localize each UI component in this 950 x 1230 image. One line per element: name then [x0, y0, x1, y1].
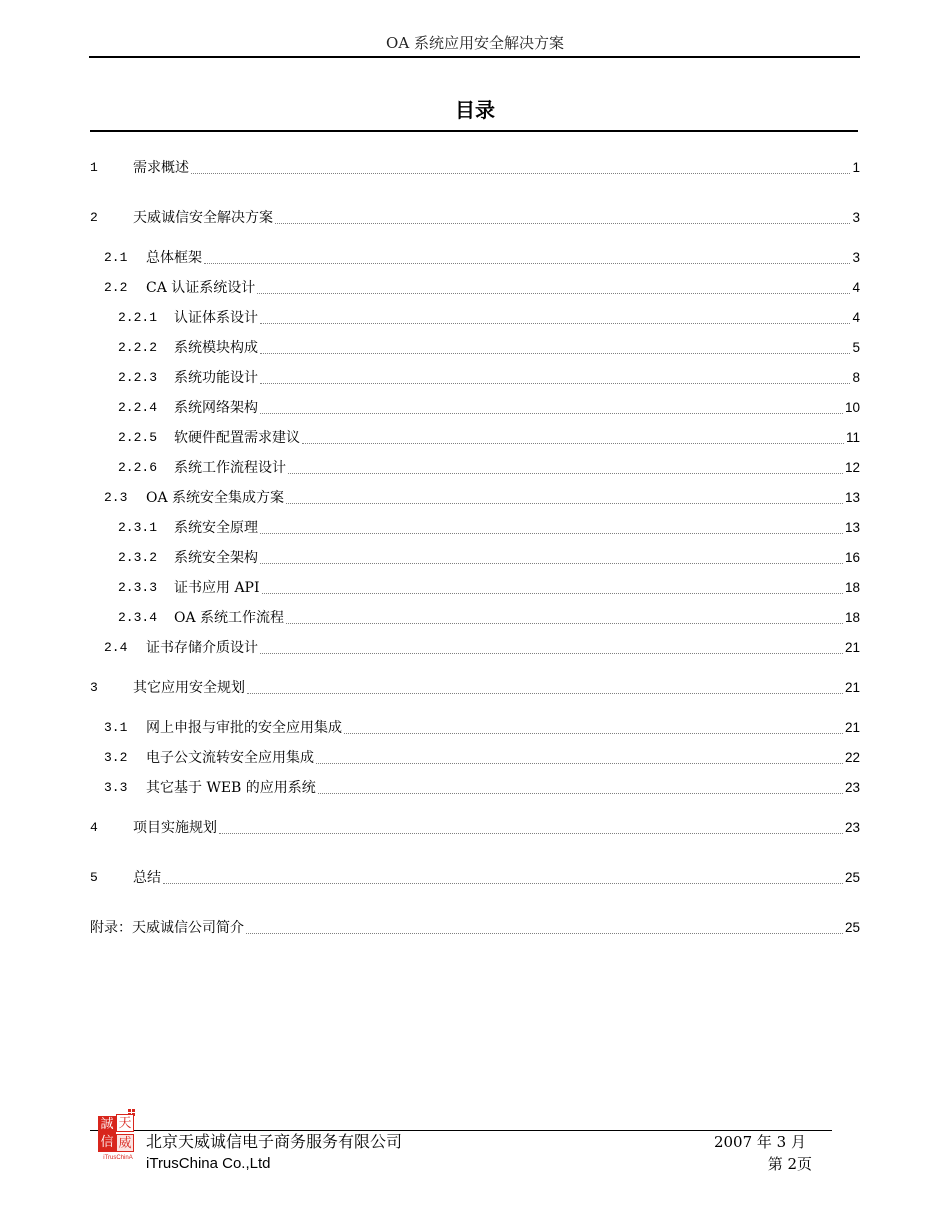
toc-entry-label: 证书应用 API [174, 580, 260, 596]
toc-entry-label: 认证体系设计 [174, 310, 258, 326]
toc-entry-number: 2.2.6 [118, 460, 158, 475]
dot-leader [191, 173, 850, 174]
toc-entry [90, 663, 860, 713]
toc-entry-label: 天威诚信安全解决方案 [133, 210, 273, 226]
toc-entry-page: 3 [852, 210, 860, 225]
toc-entry [90, 393, 860, 423]
header-divider [89, 56, 860, 58]
toc-entry-page: 16 [844, 550, 860, 565]
toc-entry [90, 743, 860, 773]
toc-entry [90, 423, 860, 453]
toc-entry [90, 633, 860, 663]
dot-leader [219, 833, 843, 834]
toc-entry [90, 363, 860, 393]
toc-entry-label: 项目实施规划 [133, 820, 217, 836]
dot-leader [246, 933, 843, 934]
toc-entry-page: 23 [844, 820, 860, 835]
toc-entry-label: 系统功能设计 [174, 370, 258, 386]
dot-leader [163, 883, 843, 884]
toc-entry-page: 21 [844, 640, 860, 655]
toc-entry-label: 网上申报与审批的安全应用集成 [146, 720, 342, 736]
dot-leader [260, 653, 843, 654]
dot-leader [260, 413, 843, 414]
toc-entry-number: 2.3.4 [118, 610, 158, 625]
toc-entry-number: 2.2.2 [118, 340, 158, 355]
toc-entry-number: 2.1 [104, 250, 128, 265]
toc-entry-label: 系统安全架构 [174, 550, 258, 566]
toc-entry-page: 13 [844, 490, 860, 505]
dot-leader [260, 353, 850, 354]
toc-entry-label: 需求概述 [133, 160, 189, 176]
toc-entry-label: 附录：天威诚信公司简介 [90, 920, 244, 936]
toc-entry [90, 273, 860, 303]
toc-entry-number: 2.3.1 [118, 520, 158, 535]
toc-entry-page: 18 [844, 580, 860, 595]
toc-entry-page: 12 [844, 460, 860, 475]
toc-entry-page: 13 [844, 520, 860, 535]
dot-leader [286, 503, 843, 504]
footer-date: 2007 年 3 月 [713, 1133, 806, 1151]
dot-leader [247, 693, 843, 694]
toc-entry-number: 2.2.5 [118, 430, 158, 445]
toc-entry-number: 2.3.2 [118, 550, 158, 565]
toc-entry-label: 总体框架 [146, 250, 202, 266]
toc-entry-page: 18 [844, 610, 860, 625]
toc-entry-number: 2.2 [104, 280, 128, 295]
toc-entry [90, 773, 860, 803]
dot-leader [204, 263, 850, 264]
toc-entry [90, 143, 860, 193]
toc-title: 目录 [455, 98, 495, 122]
toc-title-divider [90, 130, 858, 132]
toc-entry-page: 23 [844, 780, 860, 795]
dot-leader [260, 383, 850, 384]
dot-leader [318, 793, 843, 794]
dot-leader [286, 623, 843, 624]
toc-entry [90, 603, 860, 633]
toc-entry-page: 3 [852, 250, 860, 265]
dot-leader [316, 763, 843, 764]
toc-entry-label: 其它应用安全规划 [133, 680, 245, 696]
footer-company-name-en: iTrusChina Co.,Ltd [146, 1155, 271, 1172]
dot-leader [260, 563, 843, 564]
dot-leader [288, 473, 843, 474]
toc-entry-label: CA 认证系统设计 [146, 280, 256, 296]
toc-entry [90, 803, 860, 853]
toc-entry-page: 4 [852, 280, 860, 295]
toc-entry-number: 1 [90, 160, 98, 175]
toc-entry-label: 总结 [133, 870, 161, 886]
toc-entry [90, 853, 860, 903]
toc-entry-page: 11 [845, 430, 860, 445]
toc-entry-number: 2.3 [104, 490, 128, 505]
company-logo [97, 1109, 139, 1163]
toc-entry-page: 25 [844, 870, 860, 885]
logo-char: 誠 [98, 1116, 116, 1134]
toc-entry-label: 系统网络架构 [174, 400, 258, 416]
toc-list [90, 143, 860, 953]
toc-entry-label: 系统安全原理 [174, 520, 258, 536]
toc-entry-number: 3.1 [104, 720, 128, 735]
toc-entry-label: OA 系统安全集成方案 [146, 490, 285, 506]
footer-page-number: 第 2页 [767, 1155, 812, 1173]
toc-entry [90, 543, 860, 573]
toc-entry-page: 1 [852, 160, 860, 175]
toc-entry-page: 22 [844, 750, 860, 765]
toc-entry-number: 2 [90, 210, 98, 225]
toc-entry [90, 243, 860, 273]
dot-leader [257, 293, 850, 294]
footer-divider [90, 1130, 832, 1131]
toc-entry-label: OA 系统工作流程 [174, 610, 285, 626]
footer-company-name-cn: 北京天威诚信电子商务服务有限公司 [146, 1132, 403, 1151]
toc-entry-page: 5 [852, 340, 860, 355]
toc-entry [90, 333, 860, 363]
toc-entry-number: 2.2.1 [118, 310, 158, 325]
toc-entry-page: 8 [852, 370, 860, 385]
dot-leader [344, 733, 843, 734]
toc-entry-number: 2.2.4 [118, 400, 158, 415]
toc-entry-number: 5 [90, 870, 98, 885]
toc-entry-label: 其它基于 WEB 的应用系统 [146, 780, 316, 796]
dot-leader [260, 323, 850, 324]
toc-entry [90, 713, 860, 743]
logo-char: 天 [116, 1114, 134, 1132]
toc-entry-label: 证书存储介质设计 [146, 640, 258, 656]
toc-entry-number: 3.2 [104, 750, 128, 765]
toc-entry-number: 2.4 [104, 640, 128, 655]
toc-entry [90, 193, 860, 243]
toc-entry [90, 573, 860, 603]
dot-leader [260, 533, 843, 534]
dot-leader [262, 593, 843, 594]
running-header-title: OA 系统应用安全解决方案 [386, 34, 564, 52]
toc-entry-number: 4 [90, 820, 98, 835]
toc-entry-number: 3.3 [104, 780, 128, 795]
toc-entry-page: 10 [844, 400, 860, 415]
toc-entry-label: 软硬件配置需求建议 [174, 430, 300, 446]
dot-leader [275, 223, 850, 224]
toc-entry-label: 系统工作流程设计 [174, 460, 286, 476]
toc-entry-page: 25 [844, 920, 860, 935]
toc-entry-page: 21 [844, 680, 860, 695]
toc-entry-page: 21 [844, 720, 860, 735]
dot-leader [302, 443, 844, 444]
toc-entry [90, 513, 860, 543]
logo-char: 信 [98, 1134, 116, 1152]
toc-entry-label: 电子公文流转安全应用集成 [146, 750, 314, 766]
toc-entry [90, 303, 860, 333]
toc-entry-label: 系统模块构成 [174, 340, 258, 356]
toc-entry [90, 483, 860, 513]
logo-char: 威 [116, 1134, 134, 1152]
toc-entry [90, 453, 860, 483]
toc-entry-number: 2.2.3 [118, 370, 158, 385]
toc-entry [90, 903, 860, 953]
toc-entry-number: 3 [90, 680, 98, 695]
toc-entry-number: 2.3.3 [118, 580, 158, 595]
logo-brand-text: iTrusChinA [103, 1155, 133, 1161]
toc-entry-page: 4 [852, 310, 860, 325]
